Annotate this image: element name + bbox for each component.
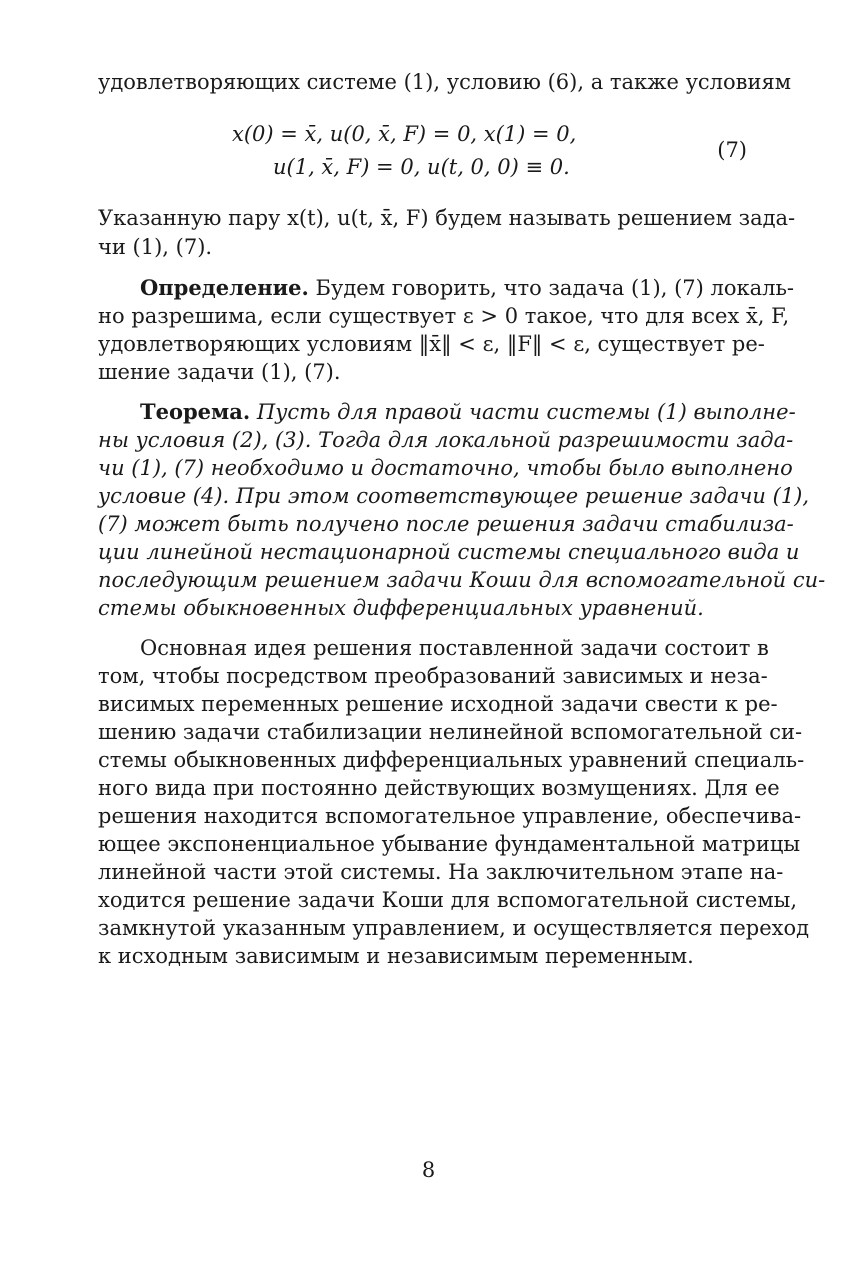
theorem-line-6: ции линейной нестационарной системы специального вида и: [98, 540, 800, 564]
para1-line-1: Указанную пару x(t), u(t, x̄, F) будем называть решением зада-: [98, 206, 796, 230]
definition-line-2: но разрешима, если существует ε > 0 такое, что для всех x̄, F,: [98, 304, 790, 328]
para2-line: ного вида при постоянно действующих возмущениях. Для ее: [98, 776, 780, 800]
definition-heading: Определение.: [140, 275, 309, 300]
definition-line-3: удовлетворяющих условиям ‖x̄‖ < ε, ‖F‖ < ε, существует ре-: [98, 332, 765, 356]
theorem-line-1: [140, 398, 796, 426]
definition-text: Будем говорить, что задача (1), (7) локаль-: [315, 276, 794, 300]
para2-line: решения находится вспомогательное управление, обеспечива-: [98, 804, 802, 828]
equation-number: (7): [717, 138, 747, 162]
theorem-line-5: (7) может быть получено после решения задачи стабилиза-: [98, 512, 794, 536]
para2-line: ющее экспоненциальное убывание фундаментальной матрицы: [98, 832, 801, 856]
equation-row-2: u(1, x̄, F) = 0, u(t, 0, 0) ≡ 0.: [273, 155, 570, 179]
theorem-line-7: последующим решением задачи Коши для вспомогательной си-: [98, 568, 826, 592]
para2-line: стемы обыкновенных дифференциальных уравнений специаль-: [98, 748, 805, 772]
para2-line: замкнутой указанным управлением, и осуществляется переход: [98, 916, 810, 940]
para2-line: шению задачи стабилизации нелинейной вспомогательной си-: [98, 720, 803, 744]
para2-line: линейной части этой системы. На заключительном этапе на-: [98, 860, 784, 884]
para2-line: висимых переменных решение исходной задачи свести к ре-: [98, 692, 778, 716]
definition-line-4: шение задачи (1), (7).: [98, 360, 341, 384]
theorem-heading: Теорема.: [140, 399, 251, 424]
theorem-line-8: стемы обыкновенных дифференциальных уравнений.: [98, 596, 704, 620]
equation-row-1: x(0) = x̄, u(0, x̄, F) = 0, x(1) = 0,: [232, 122, 577, 146]
theorem-text: Пусть для правой части системы (1) выполне-: [256, 400, 796, 424]
para2-line: ходится решение задачи Коши для вспомогательной системы,: [98, 888, 798, 912]
para2-line: том, чтобы посредством преобразований зависимых и неза-: [98, 664, 768, 688]
definition-line-1: [140, 274, 794, 302]
theorem-line-4: условие (4). При этом соответствующее решение задачи (1),: [98, 484, 810, 508]
theorem-line-2: ны условия (2), (3). Тогда для локальной разрешимости зада-: [98, 428, 794, 452]
intro-line: удовлетворяющих системе (1), условию (6), а также условиям: [98, 70, 792, 94]
para2-line: Основная идея решения поставленной задачи состоит в: [140, 636, 769, 660]
para1-line-2: чи (1), (7).: [98, 235, 213, 259]
para2-line: к исходным зависимым и независимым переменным.: [98, 944, 694, 968]
theorem-line-3: чи (1), (7) необходимо и достаточно, чтобы было выполнено: [98, 456, 793, 480]
page-number: 8: [421, 1158, 436, 1182]
